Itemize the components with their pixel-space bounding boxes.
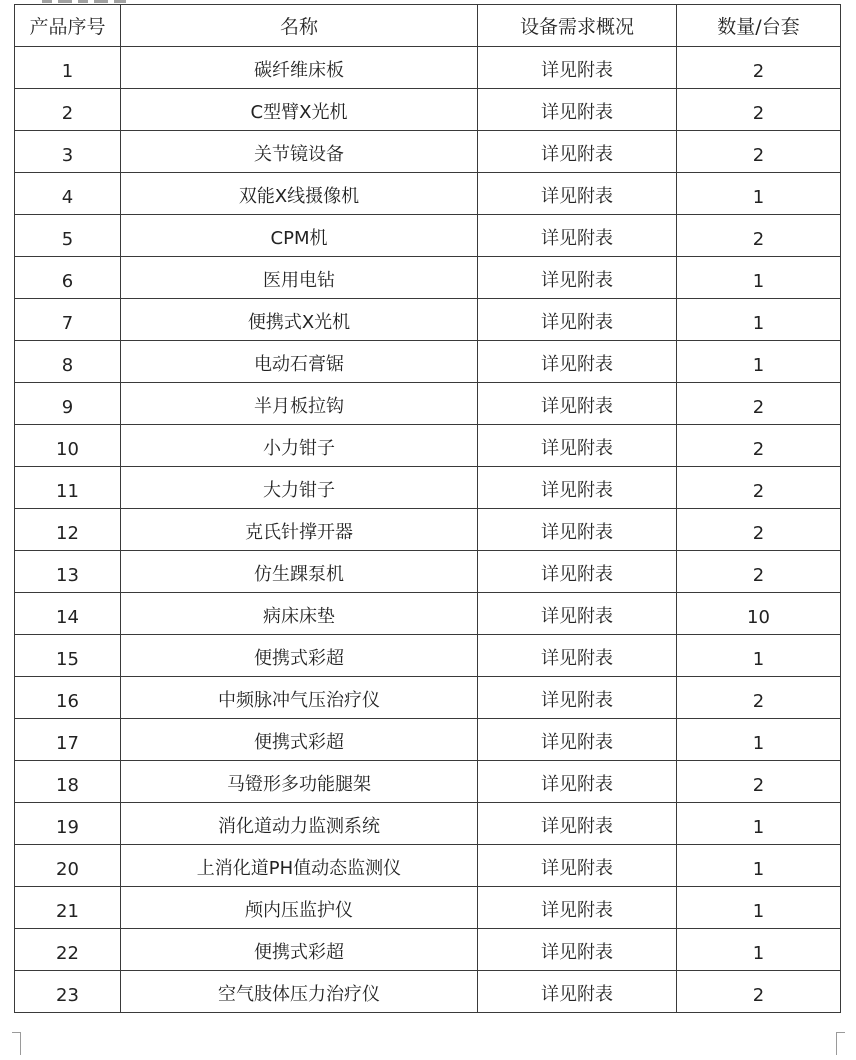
row-name-cell: 大力钳子 bbox=[121, 467, 478, 509]
table-row bbox=[15, 971, 841, 1013]
table-row bbox=[15, 341, 841, 383]
row-quantity-cell: 1 bbox=[677, 257, 841, 299]
row-requirement-cell: 详见附表 bbox=[478, 89, 677, 131]
row-index-cell: 6 bbox=[15, 257, 121, 299]
row-name-cell: 半月板拉钩 bbox=[121, 383, 478, 425]
table-row bbox=[15, 47, 841, 89]
table-row bbox=[15, 215, 841, 257]
table-row bbox=[15, 257, 841, 299]
row-quantity-cell: 1 bbox=[677, 299, 841, 341]
row-name-cell: 颅内压监护仪 bbox=[121, 887, 478, 929]
row-index-cell: 11 bbox=[15, 467, 121, 509]
row-index-cell: 9 bbox=[15, 383, 121, 425]
row-name-cell: 小力钳子 bbox=[121, 425, 478, 467]
row-name-cell: 碳纤维床板 bbox=[121, 47, 478, 89]
row-quantity-cell: 2 bbox=[677, 89, 841, 131]
header-requirement: 设备需求概况 bbox=[478, 5, 677, 47]
row-index-cell: 7 bbox=[15, 299, 121, 341]
row-name-cell: 电动石膏锯 bbox=[121, 341, 478, 383]
row-index-cell: 17 bbox=[15, 719, 121, 761]
row-index-cell: 5 bbox=[15, 215, 121, 257]
row-index-cell: 14 bbox=[15, 593, 121, 635]
header-quantity: 数量/台套 bbox=[677, 5, 841, 47]
header-index: 产品序号 bbox=[15, 5, 121, 47]
row-index-cell: 20 bbox=[15, 845, 121, 887]
row-index-cell: 19 bbox=[15, 803, 121, 845]
row-requirement-cell: 详见附表 bbox=[478, 131, 677, 173]
row-name-cell: 医用电钻 bbox=[121, 257, 478, 299]
table-row bbox=[15, 173, 841, 215]
table-row bbox=[15, 803, 841, 845]
row-quantity-cell: 1 bbox=[677, 929, 841, 971]
table-row bbox=[15, 929, 841, 971]
row-quantity-cell: 1 bbox=[677, 719, 841, 761]
row-requirement-cell: 详见附表 bbox=[478, 593, 677, 635]
row-requirement-cell: 详见附表 bbox=[478, 425, 677, 467]
row-requirement-cell: 详见附表 bbox=[478, 467, 677, 509]
row-quantity-cell: 10 bbox=[677, 593, 841, 635]
row-requirement-cell: 详见附表 bbox=[478, 383, 677, 425]
row-index-cell: 21 bbox=[15, 887, 121, 929]
row-name-cell: 空气肢体压力治疗仪 bbox=[121, 971, 478, 1013]
row-name-cell: 便携式X光机 bbox=[121, 299, 478, 341]
table-row bbox=[15, 383, 841, 425]
row-name-cell: 上消化道PH值动态监测仪 bbox=[121, 845, 478, 887]
row-name-cell: 克氏针撑开器 bbox=[121, 509, 478, 551]
row-requirement-cell: 详见附表 bbox=[478, 635, 677, 677]
row-name-cell: 中频脉冲气压治疗仪 bbox=[121, 677, 478, 719]
row-index-cell: 8 bbox=[15, 341, 121, 383]
row-quantity-cell: 1 bbox=[677, 887, 841, 929]
row-requirement-cell: 详见附表 bbox=[478, 551, 677, 593]
row-index-cell: 23 bbox=[15, 971, 121, 1013]
row-quantity-cell: 2 bbox=[677, 47, 841, 89]
row-quantity-cell: 1 bbox=[677, 635, 841, 677]
row-requirement-cell: 详见附表 bbox=[478, 47, 677, 89]
row-quantity-cell: 1 bbox=[677, 341, 841, 383]
row-name-cell: C型臂X光机 bbox=[121, 89, 478, 131]
row-name-cell: 便携式彩超 bbox=[121, 719, 478, 761]
row-requirement-cell: 详见附表 bbox=[478, 509, 677, 551]
page-corner-mark-left bbox=[12, 1032, 21, 1055]
row-requirement-cell: 详见附表 bbox=[478, 173, 677, 215]
table-header-row bbox=[15, 5, 841, 47]
row-name-cell: 马镫形多功能腿架 bbox=[121, 761, 478, 803]
row-index-cell: 12 bbox=[15, 509, 121, 551]
table-row bbox=[15, 509, 841, 551]
row-quantity-cell: 2 bbox=[677, 383, 841, 425]
row-name-cell: 病床床垫 bbox=[121, 593, 478, 635]
row-name-cell: 仿生踝泵机 bbox=[121, 551, 478, 593]
table-row bbox=[15, 677, 841, 719]
row-index-cell: 3 bbox=[15, 131, 121, 173]
page-corner-mark-right bbox=[836, 1032, 845, 1055]
row-quantity-cell: 2 bbox=[677, 509, 841, 551]
table-row bbox=[15, 89, 841, 131]
row-quantity-cell: 1 bbox=[677, 803, 841, 845]
row-index-cell: 16 bbox=[15, 677, 121, 719]
row-name-cell: CPM机 bbox=[121, 215, 478, 257]
row-requirement-cell: 详见附表 bbox=[478, 299, 677, 341]
row-quantity-cell: 2 bbox=[677, 425, 841, 467]
cropped-heading-text bbox=[42, 0, 192, 3]
row-requirement-cell: 详见附表 bbox=[478, 845, 677, 887]
row-requirement-cell: 详见附表 bbox=[478, 719, 677, 761]
row-quantity-cell: 1 bbox=[677, 845, 841, 887]
table-row bbox=[15, 425, 841, 467]
row-quantity-cell: 1 bbox=[677, 173, 841, 215]
row-index-cell: 15 bbox=[15, 635, 121, 677]
row-requirement-cell: 详见附表 bbox=[478, 215, 677, 257]
equipment-table bbox=[14, 4, 841, 1013]
table-row bbox=[15, 131, 841, 173]
row-quantity-cell: 2 bbox=[677, 761, 841, 803]
table-body bbox=[15, 47, 841, 1013]
table-row bbox=[15, 467, 841, 509]
row-requirement-cell: 详见附表 bbox=[478, 341, 677, 383]
row-quantity-cell: 2 bbox=[677, 215, 841, 257]
table-row bbox=[15, 593, 841, 635]
row-index-cell: 10 bbox=[15, 425, 121, 467]
row-requirement-cell: 详见附表 bbox=[478, 887, 677, 929]
row-name-cell: 关节镜设备 bbox=[121, 131, 478, 173]
table-row bbox=[15, 761, 841, 803]
table-row bbox=[15, 887, 841, 929]
row-index-cell: 22 bbox=[15, 929, 121, 971]
row-requirement-cell: 详见附表 bbox=[478, 929, 677, 971]
row-quantity-cell: 2 bbox=[677, 971, 841, 1013]
table-row bbox=[15, 299, 841, 341]
table-row bbox=[15, 635, 841, 677]
row-requirement-cell: 详见附表 bbox=[478, 677, 677, 719]
row-quantity-cell: 2 bbox=[677, 131, 841, 173]
table-row bbox=[15, 845, 841, 887]
header-name: 名称 bbox=[121, 5, 478, 47]
row-quantity-cell: 2 bbox=[677, 467, 841, 509]
row-name-cell: 双能X线摄像机 bbox=[121, 173, 478, 215]
table-row bbox=[15, 551, 841, 593]
row-requirement-cell: 详见附表 bbox=[478, 257, 677, 299]
row-name-cell: 消化道动力监测系统 bbox=[121, 803, 478, 845]
row-index-cell: 18 bbox=[15, 761, 121, 803]
row-requirement-cell: 详见附表 bbox=[478, 971, 677, 1013]
row-requirement-cell: 详见附表 bbox=[478, 761, 677, 803]
row-index-cell: 1 bbox=[15, 47, 121, 89]
row-quantity-cell: 2 bbox=[677, 551, 841, 593]
row-requirement-cell: 详见附表 bbox=[478, 803, 677, 845]
row-index-cell: 13 bbox=[15, 551, 121, 593]
row-name-cell: 便携式彩超 bbox=[121, 929, 478, 971]
row-index-cell: 2 bbox=[15, 89, 121, 131]
table-row bbox=[15, 719, 841, 761]
row-index-cell: 4 bbox=[15, 173, 121, 215]
row-name-cell: 便携式彩超 bbox=[121, 635, 478, 677]
row-quantity-cell: 2 bbox=[677, 677, 841, 719]
